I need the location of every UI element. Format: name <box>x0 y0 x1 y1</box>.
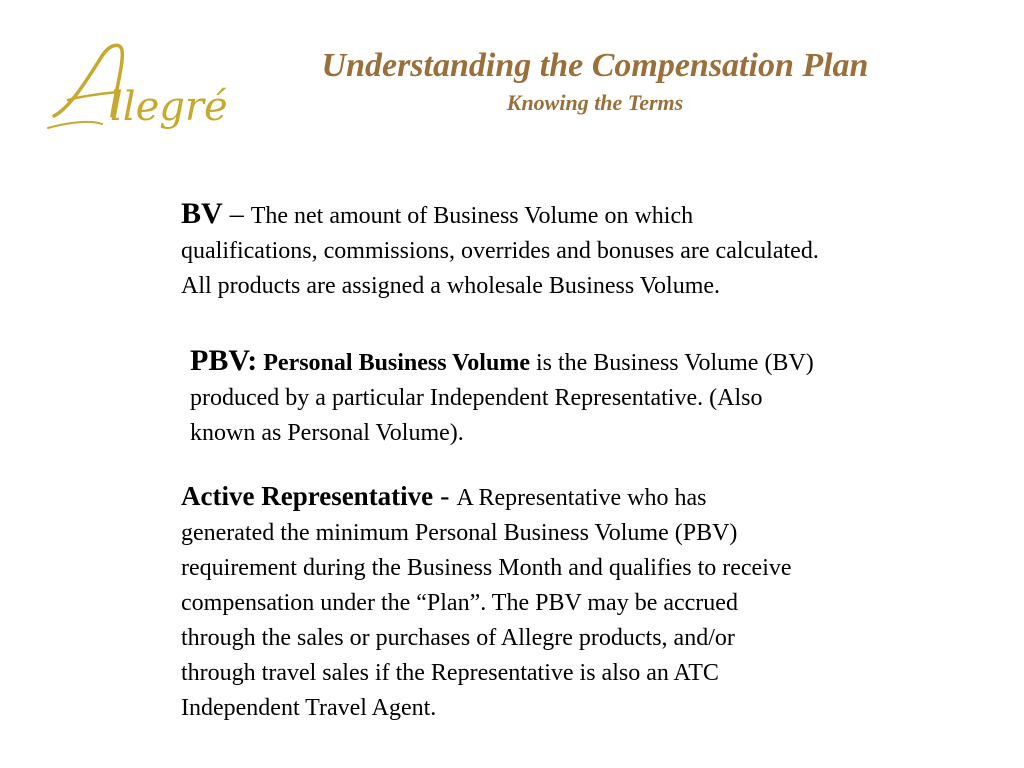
pbv-definition <box>190 343 814 451</box>
bv-definition <box>181 196 819 304</box>
bv-term: BV <box>181 197 223 230</box>
header <box>250 44 940 118</box>
logo-script-text: llegré <box>110 84 228 130</box>
bv-line-1 <box>181 196 819 234</box>
bv-separator: – <box>222 199 251 230</box>
active-text-4: compensation under the “Plan”. The PBV may be accrued <box>181 590 738 616</box>
active-text-6: through travel sales if the Representative is also an ATC <box>181 660 719 686</box>
pbv-term: PBV: <box>190 344 258 377</box>
active-representative-definition <box>181 479 792 726</box>
active-text-5: through the sales or purchases of Allegre products, and/or <box>181 625 735 651</box>
active-separator: - <box>433 481 457 512</box>
pbv-subterm: Personal Business Volume <box>263 350 530 376</box>
active-text-3: requirement during the Business Month and qualifies to receive <box>181 555 792 581</box>
active-line-1 <box>181 479 792 516</box>
pbv-text-1: is the Business Volume (BV) <box>529 350 814 376</box>
active-text-1: A Representative who has <box>456 485 707 511</box>
active-text-7: Independent Travel Agent. <box>181 695 437 721</box>
allegre-logo-graphic <box>40 38 250 153</box>
bv-text-3: All products are assigned a wholesale Business Volume. <box>181 273 721 299</box>
pbv-text-3: known as Personal Volume). <box>190 420 464 446</box>
page-title: Understanding the Compensation Plan <box>321 47 869 84</box>
active-text-2: generated the minimum Personal Business Volume (PBV) <box>181 520 738 546</box>
allegre-logo <box>40 38 250 153</box>
page-subtitle: Knowing the Terms <box>506 90 684 115</box>
bv-text-2: qualifications, commissions, overrides and bonuses are calculated. <box>181 238 819 264</box>
pbv-line-1 <box>190 343 814 381</box>
pbv-text-2: produced by a particular Independent Representative. (Also <box>190 385 763 411</box>
bv-text-1: The net amount of Business Volume on which <box>250 203 694 229</box>
active-term: Active Representative <box>181 481 434 511</box>
